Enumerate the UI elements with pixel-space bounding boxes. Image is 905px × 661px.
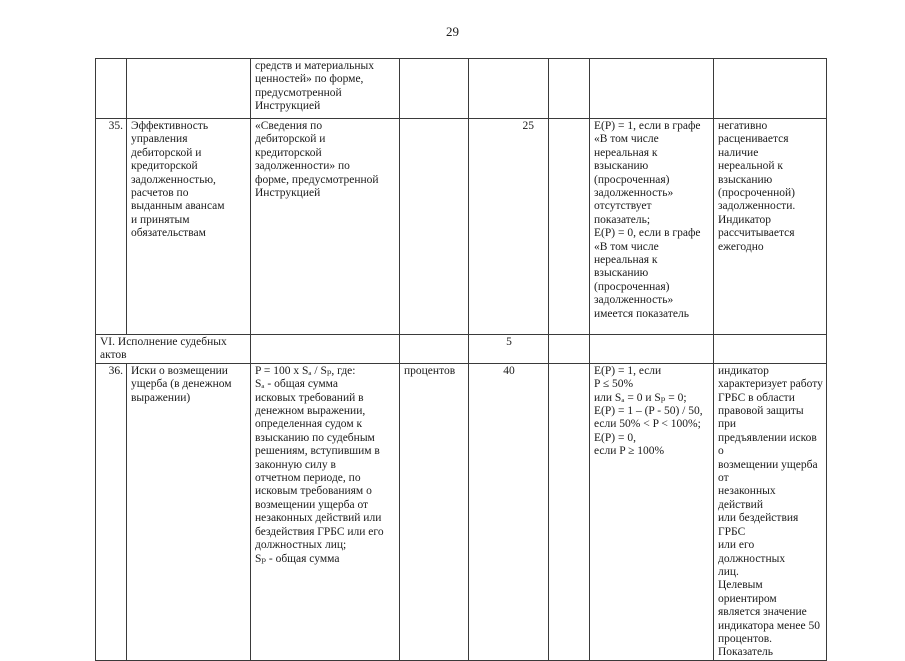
cell-comment	[714, 335, 827, 364]
cell-weight	[469, 59, 549, 119]
section-title: VI. Исполнение судебных актов	[96, 335, 251, 364]
cell-unit	[400, 59, 469, 119]
cell-name	[127, 59, 251, 119]
cell-unit: процентов	[400, 363, 469, 660]
table-row-section-6	[96, 335, 827, 364]
cell-name: Эффективность управления дебиторской и кредиторской задолженностью, расчетов по выданным авансам и принятым обязательствам	[127, 119, 251, 335]
cell-weight: 25	[469, 119, 549, 335]
cell-comment: негативно расценивается наличие нереальной к взысканию (просроченной) задолженности. Индикатор рассчитывается ежегодно	[714, 119, 827, 335]
cell-source: P = 100 x Sₐ / Sₚ, где: Sₐ - общая сумма исковых требований в денежном выражении, определенная судом к взысканию по судебным решениям, вступившим в законную силу в отчетном периоде, по исковым требованиям о возмещении ущерба от незаконных действий или бездействия ГРБС или его должностных лиц; Sₚ - общая сумма	[251, 363, 400, 660]
cell-formula: E(P) = 1, если P ≤ 50% или Sₐ = 0 и Sₚ = 0; E(P) = 1 – (P - 50) / 50, если 50% < P < 100%; E(P) = 0, если P ≥ 100%	[590, 363, 714, 660]
cell-extra	[549, 335, 590, 364]
cell-extra	[549, 363, 590, 660]
indicators-table	[95, 58, 827, 661]
table-row-36	[96, 363, 827, 660]
cell-source: «Сведения по дебиторской и кредиторской задолженности» по форме, предусмотренной Инструкцией	[251, 119, 400, 335]
cell-source: средств и материальных ценностей» по форме, предусмотренной Инструкцией	[251, 59, 400, 119]
cell-extra	[549, 119, 590, 335]
cell-formula	[590, 335, 714, 364]
cell-extra	[549, 59, 590, 119]
cell-comment	[714, 59, 827, 119]
cell-num: 35.	[96, 119, 127, 335]
cell-comment: индикатор характеризует работу ГРБС в области правовой защиты при предъявлении исков о возмещении ущерба от незаконных действий или бездействия ГРБС или его должностных лиц. Целевым ориентиром является значение индикатора менее 50 процентов. Показатель	[714, 363, 827, 660]
cell-num: 36.	[96, 363, 127, 660]
table-row-35	[96, 119, 827, 335]
cell-unit	[400, 119, 469, 335]
cell-formula	[590, 59, 714, 119]
table-row-continuation	[96, 59, 827, 119]
cell-formula: E(P) = 1, если в графе «В том числе нереальная к взысканию (просроченная) задолженность» отсутствует показатель; E(P) = 0, если в графе «В том числе нереальная к взысканию (просроченная) задолженность» имеется показатель	[590, 119, 714, 335]
cell-source	[251, 335, 400, 364]
cell-unit	[400, 335, 469, 364]
page-number: 29	[446, 24, 459, 39]
cell-num	[96, 59, 127, 119]
cell-weight: 40	[469, 363, 549, 660]
cell-name: Иски о возмещении ущерба (в денежном выражении)	[127, 363, 251, 660]
cell-weight: 5	[469, 335, 549, 364]
